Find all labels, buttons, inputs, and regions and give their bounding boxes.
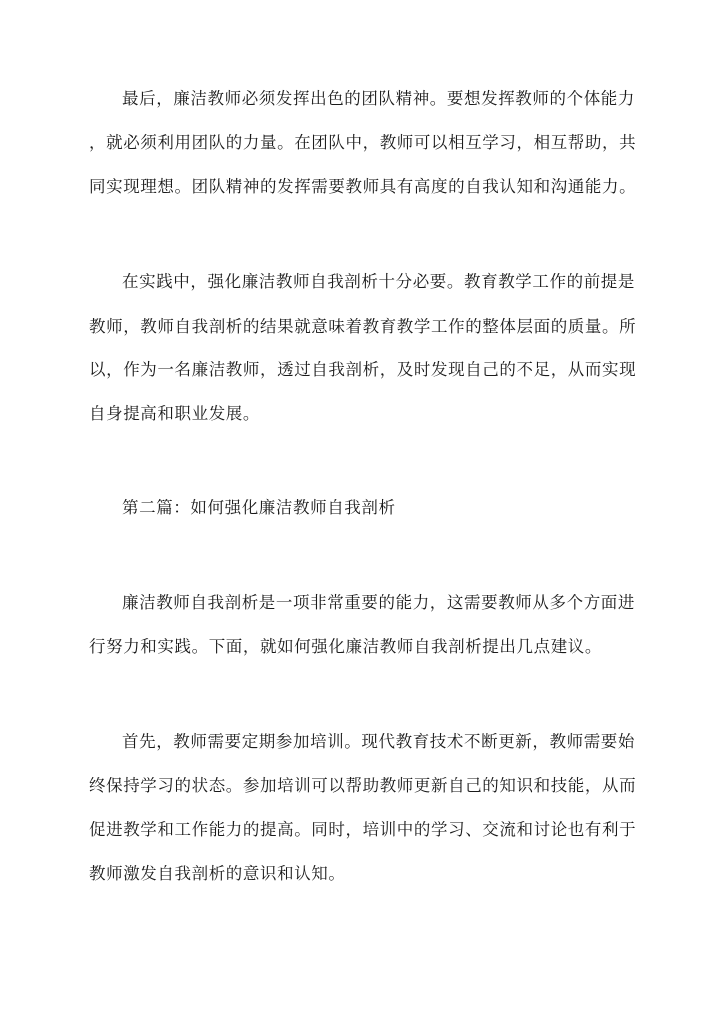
paragraph-2-line-3: 以，作为一名廉洁教师，透过自我剖析，及时发现自己的不足，从而实现 [89,360,637,379]
paragraph-4-line-2: 终保持学习的状态。参加培训可以帮助教师更新自己的知识和技能，从而 [89,776,637,795]
paragraph-4-line-1: 首先，教师需要定期参加培训。现代教育技术不断更新，教师需要始 [122,732,635,751]
section-heading: 第二篇：如何强化廉洁教师自我剖析 [122,498,396,517]
paragraph-2-line-1: 在实践中，强化廉洁教师自我剖析十分必要。教育教学工作的前提是 [122,272,635,291]
paragraph-4-line-4: 教师激发自我剖析的意识和认知。 [89,864,346,883]
paragraph-1-line-3: 同实现理想。团队精神的发挥需要教师具有高度的自我认知和沟通能力。 [89,177,637,196]
paragraph-4-line-3: 促进教学和工作能力的提高。同时，培训中的学习、交流和讨论也有利于 [89,820,637,839]
paragraph-2-line-4: 自身提高和职业发展。 [89,404,260,423]
paragraph-1-line-1: 最后，廉洁教师必须发挥出色的团队精神。要想发挥教师的个体能力 [122,89,635,108]
paragraph-3-line-1: 廉洁教师自我剖析是一项非常重要的能力，这需要教师从多个方面进 [122,593,635,612]
paragraph-2-line-2: 教师，教师自我剖析的结果就意味着教育教学工作的整体层面的质量。所 [89,317,637,336]
paragraph-3-line-2: 行努力和实践。下面，就如何强化廉洁教师自我剖析提出几点建议。 [89,637,602,656]
paragraph-1-line-2: ，就必须利用团队的力量。在团队中，教师可以相互学习，相互帮助，共 [89,133,637,152]
